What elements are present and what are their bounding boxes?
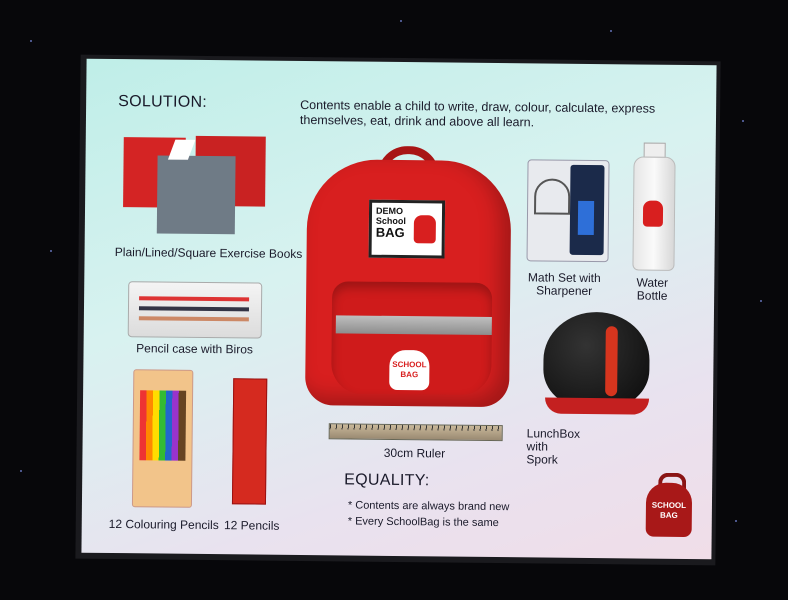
lunchbox-label-line1: LunchBox bbox=[526, 426, 581, 441]
protractor bbox=[534, 178, 570, 214]
reflective-strip bbox=[336, 315, 492, 335]
star bbox=[20, 470, 22, 472]
intro-text-line1: Contents enable a child to write, draw, colour, calculate, express bbox=[300, 97, 656, 116]
lunchbox-image bbox=[543, 312, 654, 423]
logo-school-text: SCHOOL bbox=[392, 359, 427, 370]
ruler-label: 30cm Ruler bbox=[383, 445, 446, 461]
star bbox=[30, 40, 32, 42]
star bbox=[760, 300, 762, 302]
bottle-bag-logo bbox=[643, 201, 663, 227]
exercise-books-image bbox=[123, 133, 274, 235]
equality-point-2: * Every SchoolBag is the same bbox=[347, 515, 499, 530]
equality-heading: EQUALITY: bbox=[344, 471, 430, 490]
exercise-books-label: Plain/Lined/Square Exercise Books bbox=[114, 245, 303, 261]
logo-bag-text: BAG bbox=[400, 370, 419, 380]
lunchbox-label-line3: Spork bbox=[526, 452, 558, 467]
grey-book bbox=[157, 155, 236, 234]
math-set-label-line1: Math Set with bbox=[527, 270, 601, 286]
lunchbox-base bbox=[545, 398, 649, 415]
colouring-pencils-label: 12 Colouring Pencils bbox=[108, 516, 219, 533]
colouring-pencils-image bbox=[132, 369, 193, 508]
logo-bag-shape bbox=[646, 483, 693, 537]
compass-tool bbox=[578, 201, 594, 235]
star bbox=[400, 20, 402, 22]
brand-school-text: SCHOOL bbox=[651, 500, 687, 511]
star bbox=[742, 120, 744, 122]
star bbox=[50, 250, 52, 252]
pencils-box-image bbox=[232, 378, 267, 504]
water-bottle-image bbox=[632, 142, 673, 270]
water-label-line1: Water bbox=[636, 275, 669, 290]
tag-school-text: School bbox=[375, 215, 406, 227]
schoolbag-brand-logo bbox=[644, 473, 695, 538]
lunchbox-label bbox=[526, 427, 586, 467]
star bbox=[735, 520, 737, 522]
star bbox=[610, 30, 612, 32]
tag-bag-icon bbox=[414, 215, 436, 243]
presentation-slide bbox=[81, 59, 716, 560]
biro bbox=[139, 306, 249, 311]
tag-demo-text: DEMO bbox=[375, 205, 404, 217]
water-bottle-label bbox=[622, 276, 682, 303]
pencil-case-image bbox=[128, 281, 263, 338]
math-set-label bbox=[514, 271, 614, 298]
schoolbag-logo bbox=[389, 350, 429, 390]
pencil-case-label: Pencil case with Biros bbox=[136, 341, 254, 357]
pencils-colours bbox=[139, 390, 186, 460]
biro bbox=[139, 316, 249, 321]
pencils-label: 12 Pencils bbox=[223, 518, 280, 533]
equality-point-1: * Contents are always brand new bbox=[347, 499, 510, 514]
intro-text-line2: themselves, eat, drink and above all learn. bbox=[299, 112, 535, 130]
lunchbox-lid bbox=[543, 312, 650, 409]
solution-heading: SOLUTION: bbox=[118, 93, 208, 111]
schoolbag-image bbox=[295, 145, 524, 409]
bag-name-tag bbox=[369, 200, 446, 259]
lunchbox-label-line2: with bbox=[526, 439, 548, 454]
ruler-image bbox=[329, 423, 503, 441]
math-set-label-line2: Sharpener bbox=[536, 283, 593, 299]
tag-bag-text: BAG bbox=[375, 224, 405, 241]
ruler-ticks bbox=[330, 424, 502, 431]
biro bbox=[139, 296, 249, 301]
brand-bag-text: BAG bbox=[659, 510, 678, 520]
math-set-image bbox=[527, 159, 610, 262]
spork bbox=[605, 326, 618, 396]
water-label-line2: Bottle bbox=[636, 288, 668, 303]
